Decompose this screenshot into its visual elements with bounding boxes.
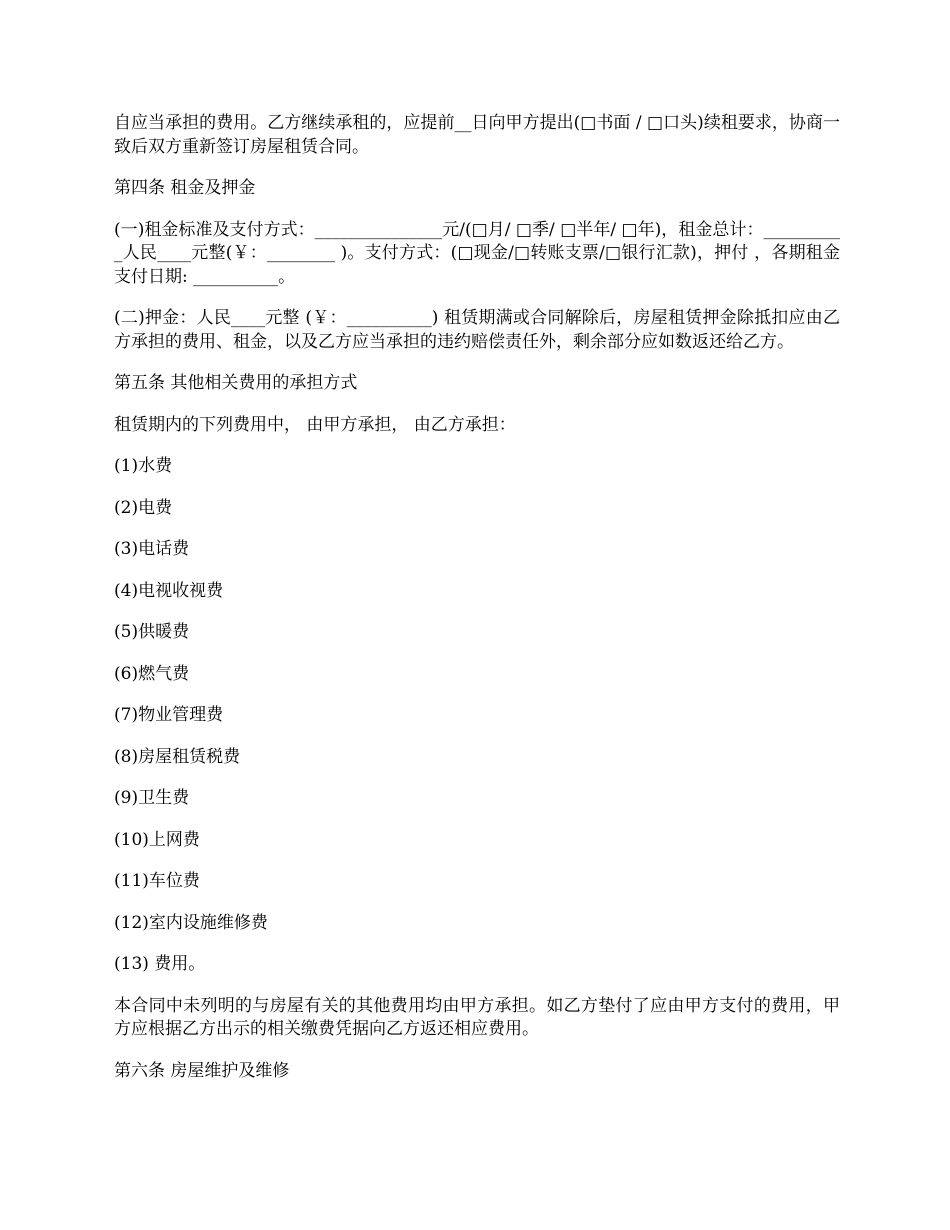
fee-item-electricity: (2)电费 — [114, 497, 173, 518]
fee-item-heating: (5)供暖费 — [114, 622, 190, 642]
article-4-deposit-clause: (二)押金：人民____元整 (￥：__________) 租赁期满或合同解除后，房屋租赁押金除抵扣应由乙方承担的费用、租金，以及乙方应当承担的违约赔偿责任外，剩余部分应如数返还给乙方。 — [114, 308, 840, 352]
fee-item-other: (13) 费用。 — [114, 954, 206, 974]
fee-item-indoor-repair: (12)室内设施维修费 — [114, 912, 268, 933]
article-6-heading: 第六条 房屋维护及维修 — [114, 1060, 290, 1081]
fee-item-telephone: (3)电话费 — [114, 539, 190, 559]
fee-item-water: (1)水费 — [114, 456, 173, 476]
fee-item-property-management: (7)物业管理费 — [114, 705, 224, 725]
fee-item-rental-tax: (8)房屋租赁税费 — [114, 746, 241, 767]
article-5-note: 本合同中未列明的与房屋有关的其他费用均由甲方承担。如乙方垫付了应由甲方支付的费用，甲方应根据乙方出示的相关缴费凭据向乙方返还相应费用。 — [114, 995, 840, 1039]
intro-paragraph: 自应当承担的费用。乙方继续承租的，应提前__日向甲方提出(□书面 / □口头)续租要求，协商一致后双方重新签订房屋租赁合同。 — [114, 113, 840, 157]
fee-item-tv: (4)电视收视费 — [114, 580, 224, 601]
article-5-heading: 第五条 其他相关费用的承担方式 — [114, 373, 358, 393]
fee-item-internet: (10)上网费 — [114, 829, 200, 850]
article-4-heading: 第四条 租金及押金 — [114, 178, 256, 198]
document-body — [114, 112, 840, 1101]
article-4-rent-clause: (一)租金标准及支付方式：_______________元/(□月/ □季/ □半年/ □年)，租金总计：__________人民____元整(￥：________ )。支付方式：(□现金/□转账支票/□银行汇款)，押付 ，各期租金支付日期: __________。 — [114, 219, 840, 287]
fee-item-sanitation: (9)卫生费 — [114, 788, 190, 808]
article-5-intro: 租赁期内的下列费用中， 由甲方承担， 由乙方承担： — [114, 414, 516, 435]
fee-item-parking: (11)车位费 — [114, 871, 200, 891]
fee-item-gas: (6)燃气费 — [114, 663, 190, 684]
